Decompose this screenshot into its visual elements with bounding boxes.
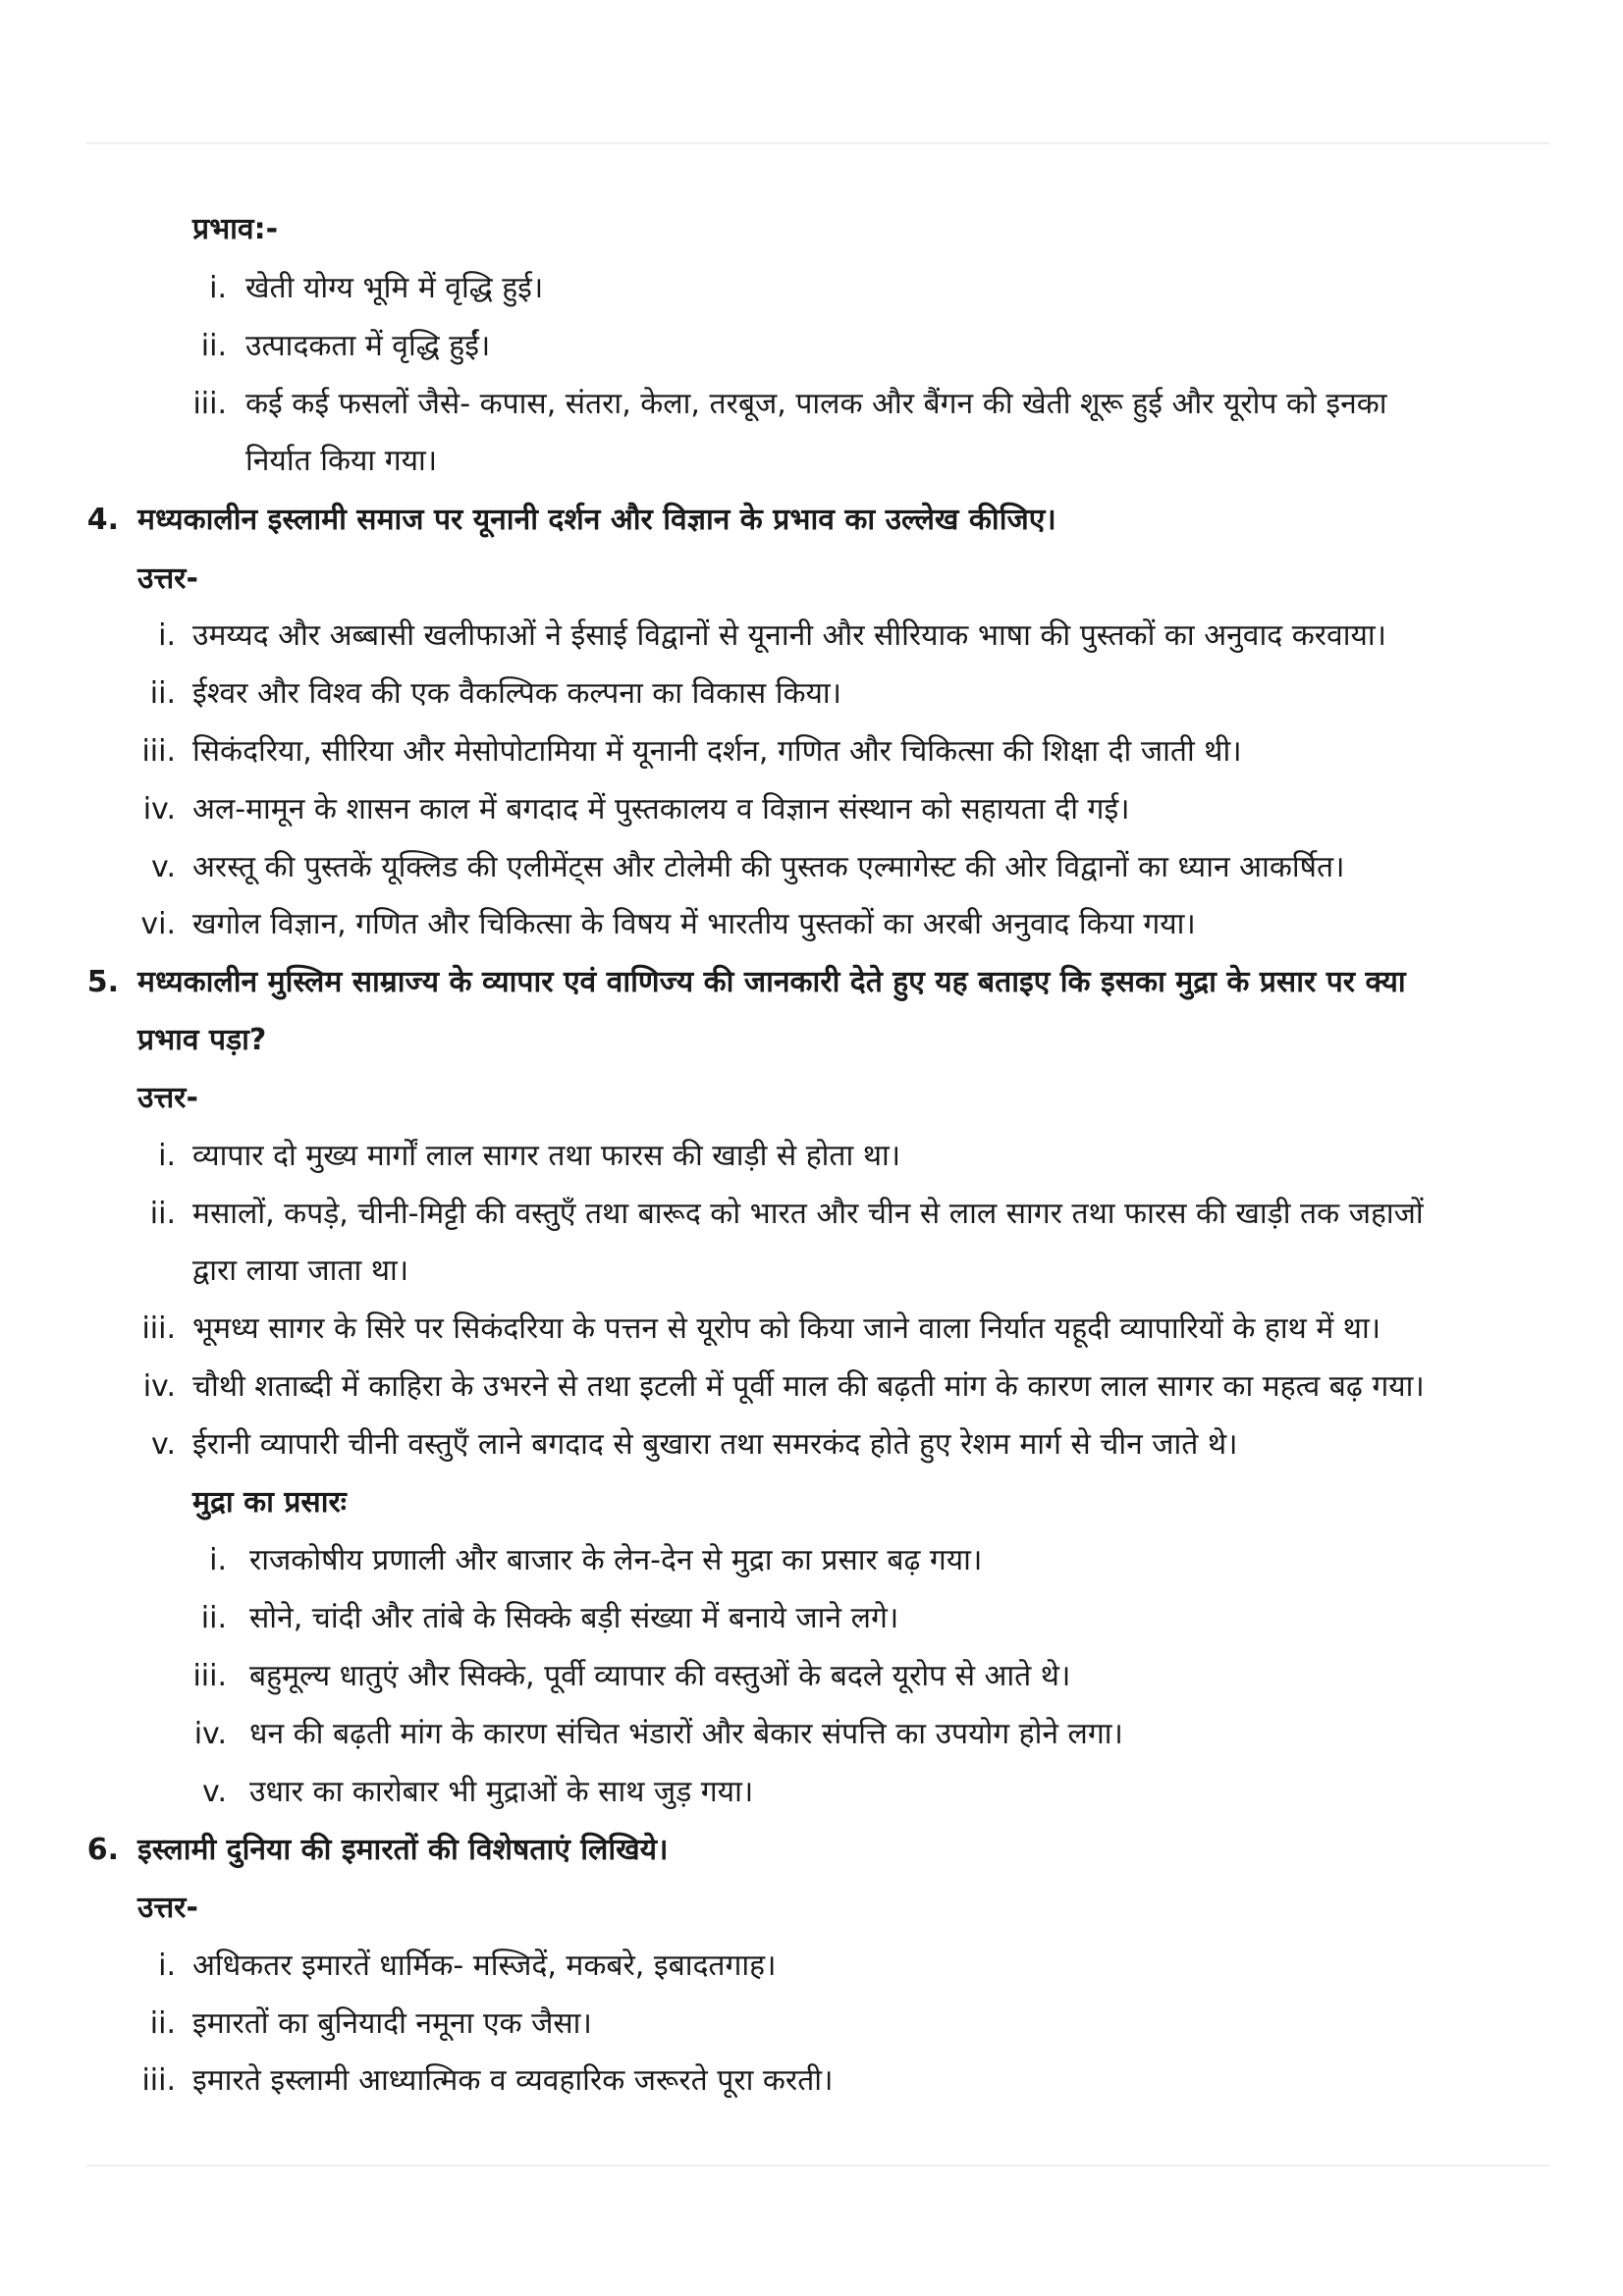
list-text: अधिकतर इमारतें धार्मिक- मस्जिदें, मकबरे, इबादतगाह। [192,1949,777,1983]
list-number: v. [202,1775,227,1809]
list-number: iii. [192,1659,227,1693]
question-text: मध्यकालीन इस्लामी समाज पर यूनानी दर्शन और विज्ञान के प्रभाव का उल्लेख कीजिए। [137,503,1056,537]
list-text: अरस्तू की पुस्तकें यूक्लिड की एलीमेंट्स और टोलेमी की पुस्तक एल्मागेस्ट की ओर विद्वानों का ध्यान आकर्षित। [192,850,1345,884]
list-number: iv. [142,1369,176,1404]
list-number: v. [151,1427,176,1462]
list-number: iv. [193,1717,227,1751]
list-text: इमारते इस्लामी आध्यात्मिक व व्यवहारिक जरूरते पूरा करती। [192,2063,834,2098]
list-number: i. [158,1139,176,1173]
list-number: i. [209,1543,227,1577]
list-number: ii. [200,329,227,363]
answer-label: उत्तर- [137,561,198,596]
list-text: व्यापार दो मुख्य मार्गों लाल सागर तथा फारस की खाड़ी से होता था। [192,1139,901,1173]
list-text: ईरानी व्यापारी चीनी वस्तुएँ लाने बगदाद से बुखारा तथा समरकंद होते हुए रेशम मार्ग से चीन जाते थे। [192,1427,1238,1462]
section-heading-effects: प्रभाव:- [192,212,279,246]
answer-label: उत्तर- [137,1891,198,1925]
top-divider [86,142,1549,144]
list-number: i. [158,1949,176,1983]
list-text: उत्पादकता में वृद्धि हुईं। [245,329,491,363]
list-number: ii. [149,2006,176,2041]
list-text: चौथी शताब्दी में काहिरा के उभरने से तथा इटली में पूर्वी माल की बढ़ती मांग के कारण लाल सागर का महत्व बढ़ गया। [192,1369,1425,1404]
list-number: vi. [140,907,176,941]
list-text: कई कई फसलों जैसे- कपास, संतरा, केला, तरबूज, पालक और बैंगन की खेती शूरू हुई और यूरोप को इनका [245,387,1387,421]
list-text: मसालों, कपड़े, चीनी-मिट्टी की वस्तुएँ तथा बारूद को भारत और चीन से लाल सागर तथा फारस की खाड़ी तक जहाजों [192,1197,1424,1231]
list-text-continued: निर्यात किया गया। [245,444,438,478]
list-text-continued: द्वारा लाया जाता था। [192,1254,409,1288]
question-text-continued: प्रभाव पड़ा? [137,1023,267,1057]
list-text: खगोल विज्ञान, गणित और चिकित्सा के विषय में भारतीय पुस्तकों का अरबी अनुवाद किया गया। [192,907,1196,941]
sub-heading: मुद्रा का प्रसारः [192,1485,347,1520]
list-text: अल-मामून के शासन काल में बगदाद में पुस्तकालय व विज्ञान संस्थान को सहायता दी गई। [192,792,1130,827]
list-number: i. [209,271,227,305]
question-number: 6. [86,1833,119,1867]
list-number: iii. [192,387,227,421]
question-text: इस्लामी दुनिया की इमारतों की विशेषताएं लिखिये। [137,1833,669,1867]
list-number: v. [151,850,176,884]
list-text: बहुमूल्य धातुएं और सिक्के, पूर्वी व्यापार की वस्तुओं के बदले यूरोप से आते थे। [249,1659,1071,1693]
list-number: i. [158,618,176,653]
list-number: ii. [149,676,176,711]
question-number: 5. [86,965,119,999]
list-number: iii. [141,1311,176,1346]
list-text: उधार का कारोबार भी मुद्राओं के साथ जुड़ गया। [249,1775,754,1809]
list-text: सोने, चांदी और तांबे के सिक्के बड़ी संख्या में बनाये जाने लगे। [249,1601,899,1635]
question-text: मध्यकालीन मुस्लिम साम्राज्य के व्यापार एवं वाणिज्य की जानकारी देते हुए यह बताइए कि इसका मुद्रा के प्रसार पर क्या [137,965,1406,999]
list-text: उमय्यद और अब्बासी खलीफाओं ने ईसाई विद्वानों से यूनानी और सीरियाक भाषा की पुस्तकों का अनुवाद करवाया। [192,618,1387,653]
list-text: राजकोषीय प्रणाली और बाजार के लेन-देन से मुद्रा का प्रसार बढ़ गया। [249,1543,983,1577]
bottom-divider [86,2164,1549,2166]
list-number: ii. [149,1197,176,1231]
list-text: सिकंदरिया, सीरिया और मेसोपोटामिया में यूनानी दर्शन, गणित और चिकित्सा की शिक्षा दी जाती थी। [192,734,1242,769]
list-text: इमारतों का बुनियादी नमूना एक जैसा। [192,2006,592,2041]
list-text: धन की बढ़ती मांग के कारण संचित भंडारों और बेकार संपत्ति का उपयोग होने लगा। [249,1717,1123,1751]
answer-label: उत्तर- [137,1081,198,1115]
list-number: ii. [200,1601,227,1635]
list-number: iii. [141,2063,176,2098]
list-text: भूमध्य सागर के सिरे पर सिकंदरिया के पत्तन से यूरोप को किया जाने वाला निर्यात यहूदी व्यापारियों के हाथ में था। [192,1311,1381,1346]
question-number: 4. [86,503,119,537]
list-number: iv. [142,792,176,827]
list-text: ईश्वर और विश्व की एक वैकल्पिक कल्पना का विकास किया। [192,676,842,711]
list-number: iii. [141,734,176,769]
list-text: खेती योग्य भूमि में वृद्धि हुई। [245,271,544,305]
